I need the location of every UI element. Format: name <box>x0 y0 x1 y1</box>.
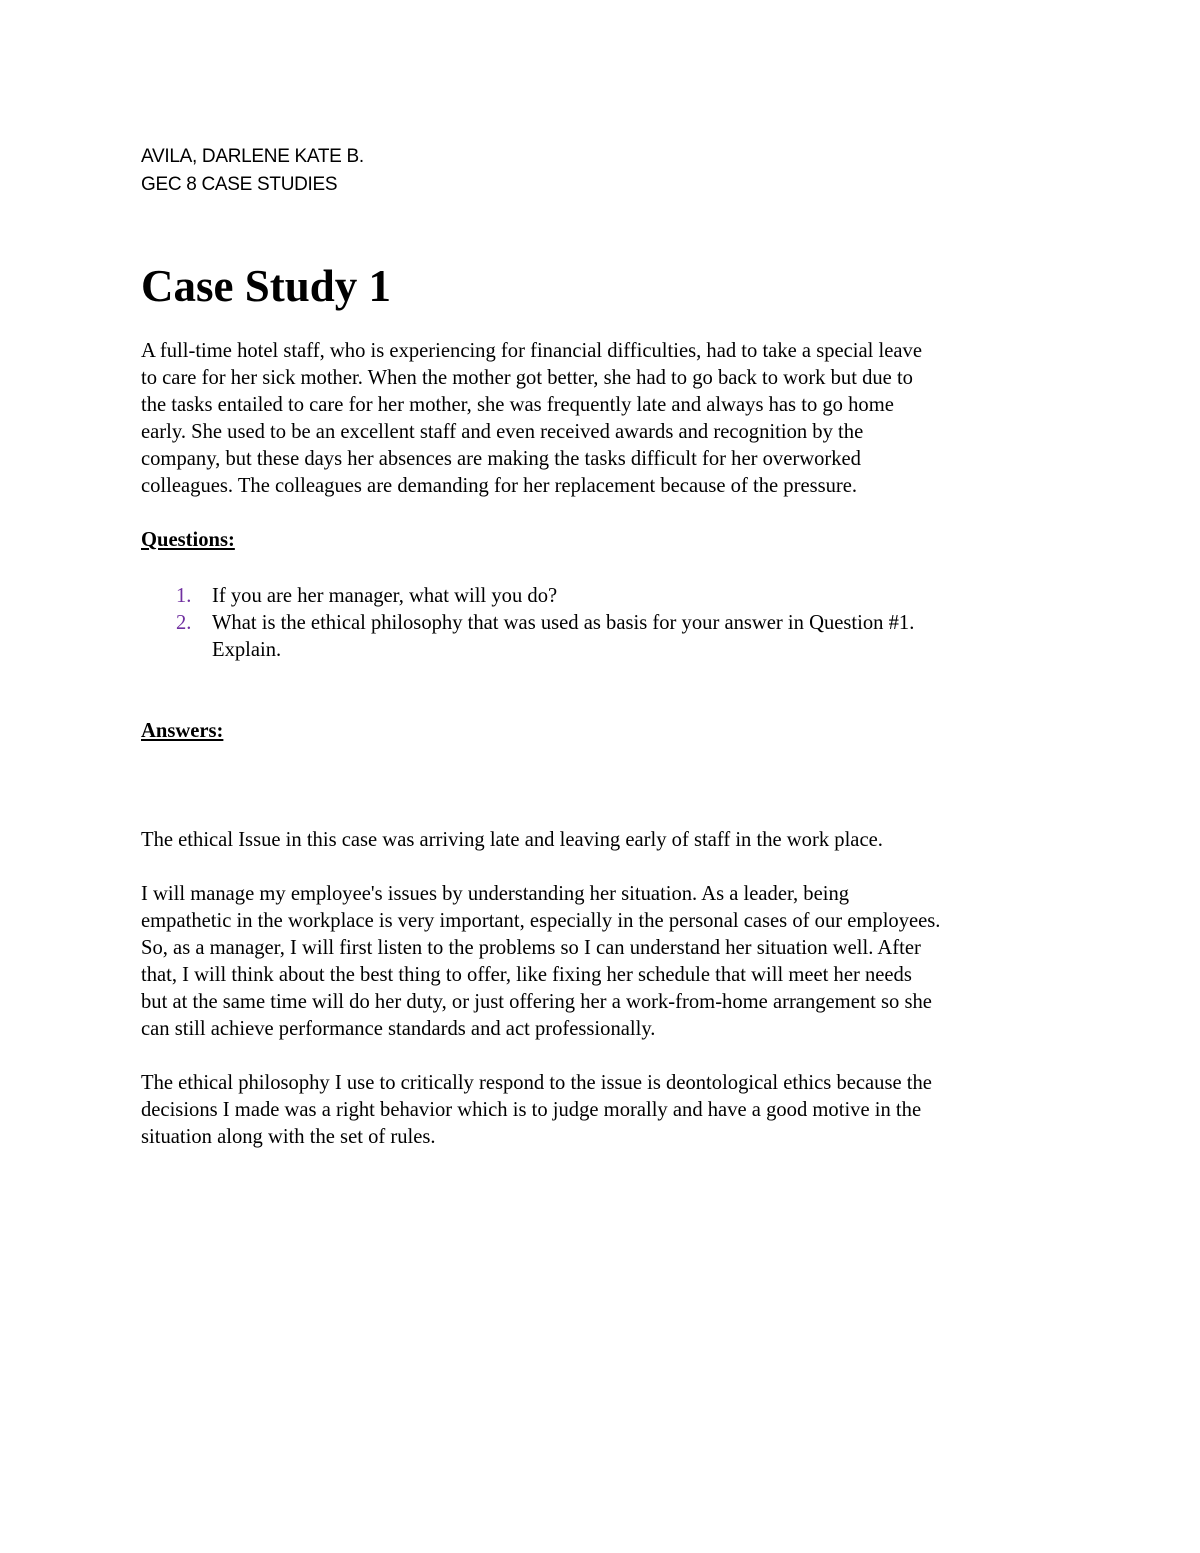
answer-line: The ethical philosophy I use to critically respond to the issue is deontological ethics because the <box>141 1072 932 1094</box>
answer-line: I will manage my employee's issues by understanding her situation. As a leader, being <box>141 883 850 905</box>
case-line: A full-time hotel staff, who is experiencing for financial difficulties, had to take a special leave <box>141 340 922 362</box>
questions-heading: Questions: <box>141 529 235 551</box>
question-text <box>212 610 1071 664</box>
answer-line: but at the same time will do her duty, or just offering her a work-from-home arrangement so she <box>141 991 932 1013</box>
document-header <box>141 143 364 199</box>
case-line: to care for her sick mother. When the mother got better, she had to go back to work but due to <box>141 367 913 389</box>
question-number: 1. <box>176 585 192 607</box>
question-line: Explain. <box>212 639 282 661</box>
answers-heading: Answers: <box>141 720 224 742</box>
answer-line: empathetic in the workplace is very important, especially in the personal cases of our employees. <box>141 910 941 932</box>
answer-philosophy-paragraph <box>141 1070 1071 1151</box>
student-name: AVILA, DARLENE KATE B. <box>141 146 364 167</box>
answer-line: So, as a manager, I will first listen to the problems so I can understand her situation well. After <box>141 937 921 959</box>
answer-issue-paragraph <box>141 827 1071 854</box>
answer-response-paragraph <box>141 881 1071 1043</box>
case-paragraph <box>141 338 1071 500</box>
question-text <box>212 583 1071 610</box>
questions-list <box>141 583 1071 664</box>
answer-line: situation along with the set of rules. <box>141 1126 436 1148</box>
answer-line: decisions I made was a right behavior which is to judge morally and have a good motive in the <box>141 1099 922 1121</box>
answer-line: The ethical Issue in this case was arriving late and leaving early of staff in the work place. <box>141 829 883 851</box>
question-line: If you are her manager, what will you do? <box>212 585 558 607</box>
question-number: 2. <box>176 612 192 634</box>
course-title: GEC 8 CASE STUDIES <box>141 174 338 195</box>
answer-line: that, I will think about the best thing to offer, like fixing her schedule that will meet her needs <box>141 964 912 986</box>
answer-line: can still achieve performance standards and act professionally. <box>141 1018 656 1040</box>
case-line: company, but these days her absences are making the tasks difficult for her overworked <box>141 448 861 470</box>
page-title: Case Study 1 <box>141 261 392 311</box>
question-line: What is the ethical philosophy that was used as basis for your answer in Question #1. <box>212 612 915 634</box>
case-line: early. She used to be an excellent staff and even received awards and recognition by the <box>141 421 864 443</box>
question-item <box>141 583 1071 610</box>
case-line: the tasks entailed to care for her mother, she was frequently late and always has to go home <box>141 394 894 416</box>
question-item <box>141 610 1071 664</box>
case-line: colleagues. The colleagues are demanding for her replacement because of the pressure. <box>141 475 858 497</box>
